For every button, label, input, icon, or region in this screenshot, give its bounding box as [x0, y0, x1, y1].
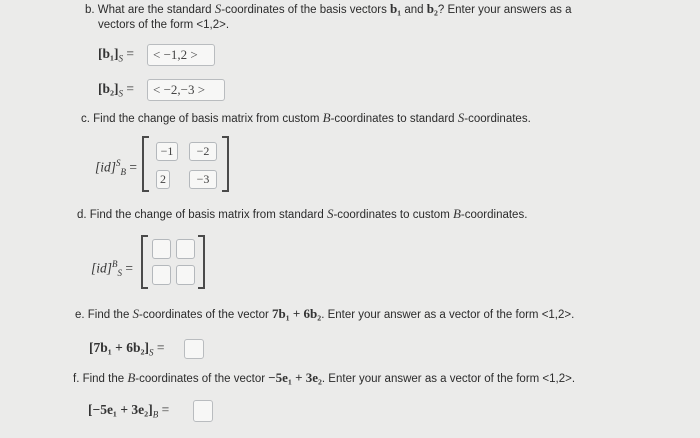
b1-label [98, 46, 134, 64]
part-b-prompt [85, 1, 685, 18]
matrix-d-cell-11[interactable] [152, 239, 171, 259]
prompt-text: d. Find the change of basis matrix from standard [77, 209, 327, 221]
part-f-prompt [73, 370, 695, 387]
prompt-text: e. Find the [75, 309, 133, 321]
matrix-left-bracket [141, 235, 148, 289]
prompt-text: ? Enter your answers as a [437, 4, 572, 16]
prompt-text: c. Find the change of basis matrix from custom [81, 113, 323, 125]
prompt-text: f. Find the [73, 373, 128, 385]
equals: = [125, 260, 134, 276]
prompt-math: B [322, 110, 331, 125]
prompt-text: -coordinates of the vector [139, 309, 273, 321]
label-text: [b₁] [98, 46, 119, 61]
prompt-math: S [326, 206, 334, 221]
matrix-d-cell-21[interactable] [152, 265, 171, 285]
part-b-prompt-line2: vectors of the form <1,2>. [98, 19, 230, 31]
part-e-prompt [75, 306, 695, 323]
label-text: [−5e₁ + 3e₂] [88, 402, 153, 417]
matrix-d-cell-12[interactable] [176, 239, 195, 259]
id-s-b-label [95, 158, 137, 177]
prompt-math: b₂ [426, 1, 438, 16]
b2-answer-field[interactable]: < −2,−3 > [147, 79, 225, 101]
matrix-c-cell-11[interactable]: −1 [156, 142, 178, 161]
matrix-d-cell-22[interactable] [176, 265, 195, 285]
prompt-math: S [457, 110, 465, 125]
prompt-text: -coordinates to custom [333, 209, 453, 221]
label-text: [id] [91, 260, 113, 276]
label-sub: B [120, 167, 127, 178]
prompt-text: -coordinates of the vector [135, 373, 269, 385]
matrix-c-cell-12[interactable]: −2 [189, 142, 217, 161]
label-sub: B [152, 409, 159, 420]
label-sub: S [118, 53, 124, 64]
equals: = [156, 340, 165, 355]
equals: = [161, 402, 170, 417]
label-sub: S [118, 88, 124, 99]
prompt-text: . Enter your answer as a vector of the form <1,2>. [321, 373, 576, 385]
prompt-text: b. What are the standard [85, 4, 215, 16]
part-f-label [88, 402, 169, 420]
prompt-math: −5e₁ + 3e₂ [268, 370, 322, 385]
prompt-math: S [214, 1, 222, 16]
part-d-prompt [77, 206, 677, 223]
b1-answer-field[interactable]: < −1,2 > [147, 44, 215, 66]
prompt-text: -coordinates of the basis vectors [221, 4, 391, 16]
label-text: [7b₁ + 6b₂] [89, 340, 150, 355]
matrix-left-bracket [142, 136, 149, 192]
label-sup: B [112, 259, 118, 269]
prompt-math: 7b₁ + 6b₂ [272, 306, 322, 321]
part-f-answer-field[interactable] [193, 400, 213, 422]
prompt-math: B [127, 370, 136, 385]
matrix-c-cell-21[interactable]: 2 [156, 170, 170, 189]
label-sup: S [116, 158, 121, 168]
matrix-right-bracket [198, 235, 205, 289]
b2-label [98, 81, 134, 99]
id-b-s-label [91, 259, 133, 278]
prompt-math: S [132, 306, 140, 321]
equals: = [126, 81, 135, 96]
prompt-text: and [401, 4, 427, 16]
prompt-text: -coordinates. [464, 113, 531, 125]
prompt-text: -coordinates. [460, 209, 528, 221]
label-text: [b₂] [98, 81, 119, 96]
equals: = [129, 159, 138, 175]
part-e-answer-field[interactable] [184, 339, 204, 359]
equals: = [126, 46, 135, 61]
matrix-right-bracket [222, 136, 229, 192]
prompt-text: -coordinates to standard [330, 113, 458, 125]
prompt-math: B [452, 206, 461, 221]
part-c-prompt [81, 110, 681, 127]
prompt-text: . Enter your answer as a vector of the form <1,2>. [321, 309, 575, 321]
matrix-c-cell-22[interactable]: −3 [189, 170, 217, 189]
part-e-label [89, 340, 165, 358]
label-sub: S [149, 347, 154, 358]
label-text: [id] [95, 159, 117, 175]
label-sub: S [117, 268, 123, 279]
prompt-math: b₁ [390, 1, 402, 16]
